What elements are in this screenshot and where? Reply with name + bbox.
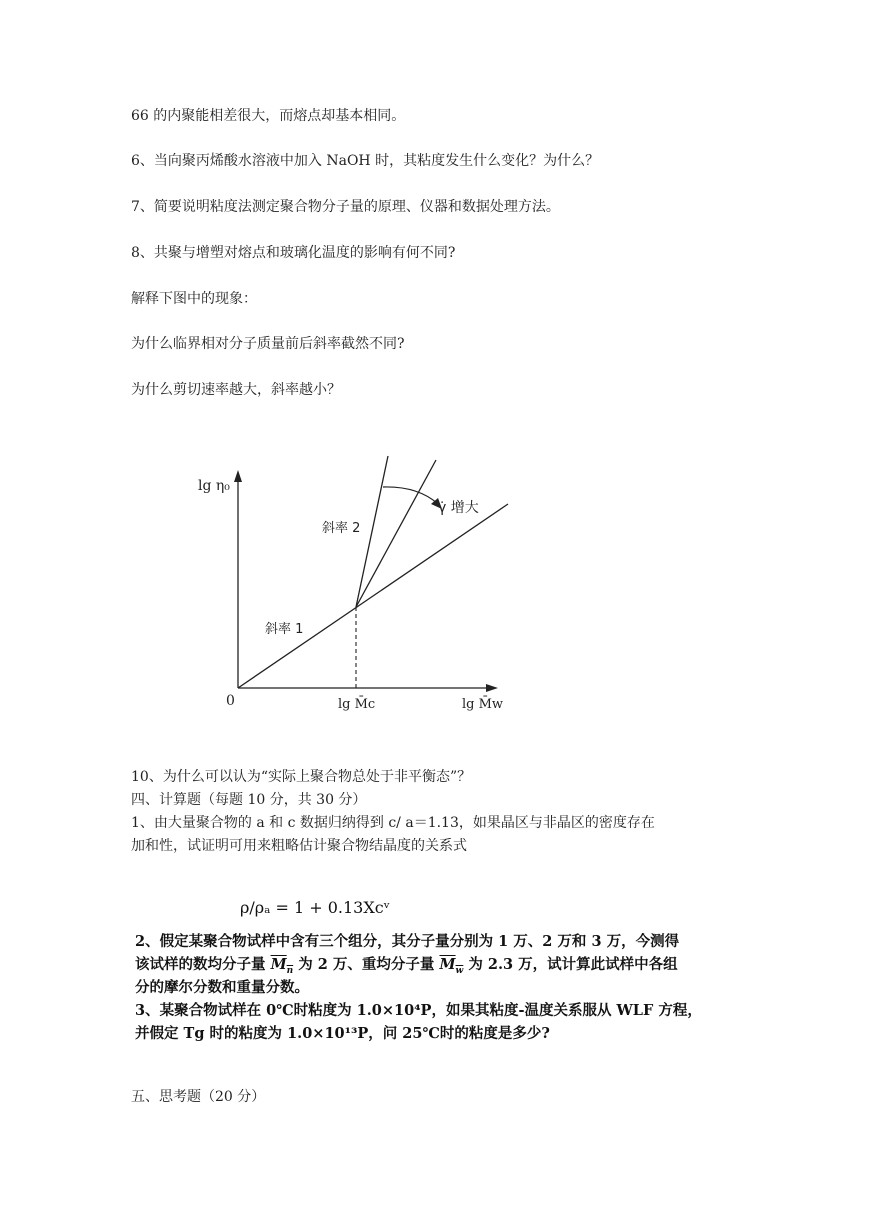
question-10: 10、为什么可以认为“实际上聚合物总处于非平衡态”？: [131, 769, 472, 785]
calc-question-3-line-2: 并假定 Tg 时的粘度为 1.0×10¹³P，问 25℃时的粘度是多少?: [135, 1025, 550, 1042]
x-axis-label: lg M̄w: [462, 697, 504, 712]
y-axis-arrow: [234, 470, 242, 482]
symbol-sub: n: [286, 965, 294, 976]
section-4-heading: 四、计算题（每题 10 分，共 30 分）: [131, 792, 367, 808]
question-8: 8、共聚与增塑对熔点和玻璃化温度的影响有何不同?: [131, 245, 456, 261]
calc-question-3-line-1: 3、某聚合物试样在 0℃时粘度为 1.0×10⁴P，如果其粘度-温度关系服从 WLF 方程，: [135, 1002, 702, 1019]
y-axis-label: lg η₀: [198, 478, 230, 494]
question-6: 6、当向聚丙烯酸水溶液中加入 NaOH 时，其粘度发生什么变化？为什么？: [131, 153, 600, 169]
calc-question-2-line-3: 分的摩尔分数和重量分数。: [135, 979, 309, 996]
calc-question-2-line-1: 2、假定某聚合物试样中含有三个组分，其分子量分别为 1 万、2 万和 3 万，今测得: [135, 933, 680, 950]
symbol-m: M: [439, 956, 456, 973]
symbol-sub: w: [455, 965, 464, 976]
number-average-symbol: [270, 956, 294, 976]
figure-question-2: 为什么剪切速率越大，斜率越小？: [131, 382, 341, 398]
viscosity-figure: [190, 452, 520, 722]
critical-mass-label: lg M̄c: [338, 697, 376, 712]
slope-2-line-steep: [356, 456, 388, 607]
weight-average-symbol: [439, 956, 464, 976]
slope-2-label: 斜率 2: [322, 521, 361, 536]
symbol-m: M: [270, 956, 287, 973]
shear-arrow-arc: [383, 487, 438, 504]
slope-1-label: 斜率 1: [265, 622, 304, 637]
shear-rate-label: γ̇ 增大: [438, 500, 479, 516]
figure-intro: 解释下图中的现象：: [131, 291, 257, 307]
text-segment: 为 2.3 万，试计算此试样中各组: [468, 956, 678, 973]
calc-question-1-line-2: 加和性，试证明可用来粗略估计聚合物结晶度的关系式: [131, 838, 467, 854]
text-line: 66 的内聚能相差很大，而熔点却基本相同。: [131, 108, 406, 124]
crystallinity-formula: ρ/ρₐ = 1 + 0.13Xcᵛ: [240, 898, 390, 917]
origin-label: 0: [226, 693, 235, 709]
calc-question-1-line-1: 1、由大量聚合物的 a 和 c 数据归纳得到 c/ a＝1.13，如果晶区与非晶区的密度存在: [131, 815, 655, 831]
slope-2-line-lower: [356, 460, 436, 607]
section-5-heading: 五、思考题（20 分）: [131, 1089, 266, 1105]
text-segment: 为 2 万、重均分子量: [298, 956, 435, 973]
figure-question-1: 为什么临界相对分子质量前后斜率截然不同?: [131, 336, 405, 352]
question-7: 7、简要说明粘度法测定聚合物分子量的原理、仪器和数据处理方法。: [131, 199, 560, 215]
x-axis-arrow: [486, 684, 498, 692]
text-segment: 该试样的数均分子量: [135, 956, 266, 973]
slope-1-line: [238, 504, 508, 688]
